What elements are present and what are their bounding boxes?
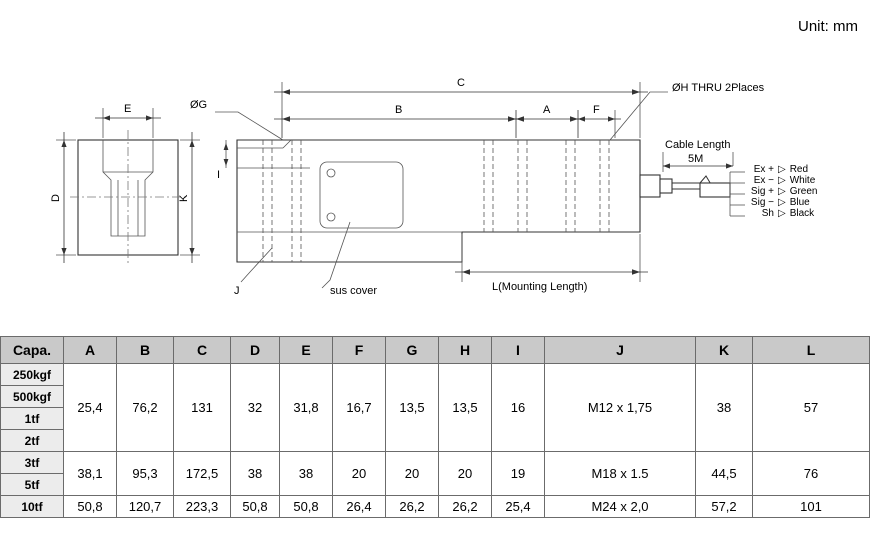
table-row bbox=[1, 496, 870, 518]
wire-color-3: Blue bbox=[789, 197, 810, 208]
g0-K: 38 bbox=[696, 364, 753, 452]
cap-3tf: 3tf bbox=[1, 452, 64, 474]
cap-5tf: 5tf bbox=[1, 474, 64, 496]
label-e: E bbox=[124, 103, 132, 115]
g0-J: M12 x 1,75 bbox=[545, 364, 696, 452]
wire-mark-3: ▷ bbox=[778, 197, 786, 208]
g2-K: 57,2 bbox=[696, 496, 753, 518]
wire-mark-0: ▷ bbox=[778, 164, 786, 175]
g1-L: 76 bbox=[753, 452, 870, 496]
th-a: A bbox=[64, 337, 117, 364]
g2-F: 26,4 bbox=[333, 496, 386, 518]
cap-500kgf: 500kgf bbox=[1, 386, 64, 408]
g0-G: 13,5 bbox=[386, 364, 439, 452]
label-i: I bbox=[217, 169, 221, 181]
th-b: B bbox=[117, 337, 174, 364]
th-j: J bbox=[545, 337, 696, 364]
dim-l bbox=[455, 234, 648, 293]
th-k: K bbox=[696, 337, 753, 364]
th-f: F bbox=[333, 337, 386, 364]
th-h: H bbox=[439, 337, 492, 364]
g2-G: 26,2 bbox=[386, 496, 439, 518]
th-i: I bbox=[492, 337, 545, 364]
label-sus-cover: sus cover bbox=[330, 285, 378, 297]
wire-mark-2: ▷ bbox=[778, 186, 786, 197]
g1-J: M18 x 1.5 bbox=[545, 452, 696, 496]
g1-G: 20 bbox=[386, 452, 439, 496]
wire-color-4: Black bbox=[789, 208, 815, 219]
g0-E: 31,8 bbox=[280, 364, 333, 452]
wire-name-0: Ex + bbox=[753, 164, 774, 175]
dim-cable-length bbox=[663, 139, 733, 172]
g2-L: 101 bbox=[753, 496, 870, 518]
table-header-row bbox=[1, 337, 870, 364]
g1-K: 44,5 bbox=[696, 452, 753, 496]
label-j: J bbox=[234, 285, 240, 297]
label-cable-length: Cable Length bbox=[665, 139, 731, 151]
wire-name-1: Ex − bbox=[753, 175, 774, 186]
th-d: D bbox=[231, 337, 280, 364]
dim-f bbox=[572, 104, 621, 138]
dim-c bbox=[274, 77, 648, 138]
g0-L: 57 bbox=[753, 364, 870, 452]
g0-I: 16 bbox=[492, 364, 545, 452]
wire-color-0: Red bbox=[789, 164, 809, 175]
wire-name-2: Sig + bbox=[750, 186, 774, 197]
table-row bbox=[1, 364, 870, 386]
dimension-table bbox=[0, 336, 870, 518]
g1-I: 19 bbox=[492, 452, 545, 496]
wire-color-1: White bbox=[789, 175, 816, 186]
label-a: A bbox=[543, 104, 551, 116]
g1-F: 20 bbox=[333, 452, 386, 496]
g2-J: M24 x 2,0 bbox=[545, 496, 696, 518]
label-mounting-length: L(Mounting Length) bbox=[492, 281, 588, 293]
g0-D: 32 bbox=[231, 364, 280, 452]
th-g: G bbox=[386, 337, 439, 364]
wire-mark-1: ▷ bbox=[778, 175, 786, 186]
table-row bbox=[1, 452, 870, 474]
wire-mark-4: ▷ bbox=[778, 208, 786, 219]
dim-d bbox=[50, 132, 76, 263]
wire-legend bbox=[742, 164, 818, 219]
cap-1tf: 1tf bbox=[1, 408, 64, 430]
g0-A: 25,4 bbox=[64, 364, 117, 452]
side-view bbox=[237, 140, 730, 262]
g0-F: 16,7 bbox=[333, 364, 386, 452]
g1-B: 95,3 bbox=[117, 452, 174, 496]
g2-B: 120,7 bbox=[117, 496, 174, 518]
wire-name-4: Sh bbox=[761, 208, 774, 219]
label-k: K bbox=[178, 194, 190, 202]
label-b: B bbox=[395, 104, 403, 116]
g2-A: 50,8 bbox=[64, 496, 117, 518]
g2-I: 25,4 bbox=[492, 496, 545, 518]
label-f: F bbox=[593, 104, 600, 116]
g2-E: 50,8 bbox=[280, 496, 333, 518]
label-c: C bbox=[457, 77, 465, 89]
wire-name-3: Sig − bbox=[750, 197, 774, 208]
th-c: C bbox=[174, 337, 231, 364]
dim-b bbox=[274, 104, 524, 138]
unit-note: Unit: mm bbox=[798, 18, 858, 35]
g1-H: 20 bbox=[439, 452, 492, 496]
g2-D: 50,8 bbox=[231, 496, 280, 518]
g0-H: 13,5 bbox=[439, 364, 492, 452]
label-oh-thru: ØH THRU 2Places bbox=[672, 82, 765, 94]
th-capa: Capa. bbox=[1, 337, 64, 364]
g1-D: 38 bbox=[231, 452, 280, 496]
g1-E: 38 bbox=[280, 452, 333, 496]
dim-a bbox=[510, 104, 584, 138]
g2-H: 26,2 bbox=[439, 496, 492, 518]
label-d: D bbox=[50, 194, 62, 202]
label-og: ØG bbox=[190, 99, 208, 111]
cap-250kgf: 250kgf bbox=[1, 364, 64, 386]
label-cable-value: 5M bbox=[688, 153, 704, 165]
g1-A: 38,1 bbox=[64, 452, 117, 496]
leader-og bbox=[190, 99, 283, 140]
cap-2tf: 2tf bbox=[1, 430, 64, 452]
g2-C: 223,3 bbox=[174, 496, 231, 518]
wire-color-2: Green bbox=[789, 186, 818, 197]
dim-k bbox=[178, 132, 200, 263]
dim-i bbox=[217, 140, 228, 181]
g0-B: 76,2 bbox=[117, 364, 174, 452]
end-view bbox=[70, 130, 186, 265]
g0-C: 131 bbox=[174, 364, 231, 452]
g1-C: 172,5 bbox=[174, 452, 231, 496]
th-l: L bbox=[753, 337, 870, 364]
th-e: E bbox=[280, 337, 333, 364]
cap-10tf: 10tf bbox=[1, 496, 64, 518]
